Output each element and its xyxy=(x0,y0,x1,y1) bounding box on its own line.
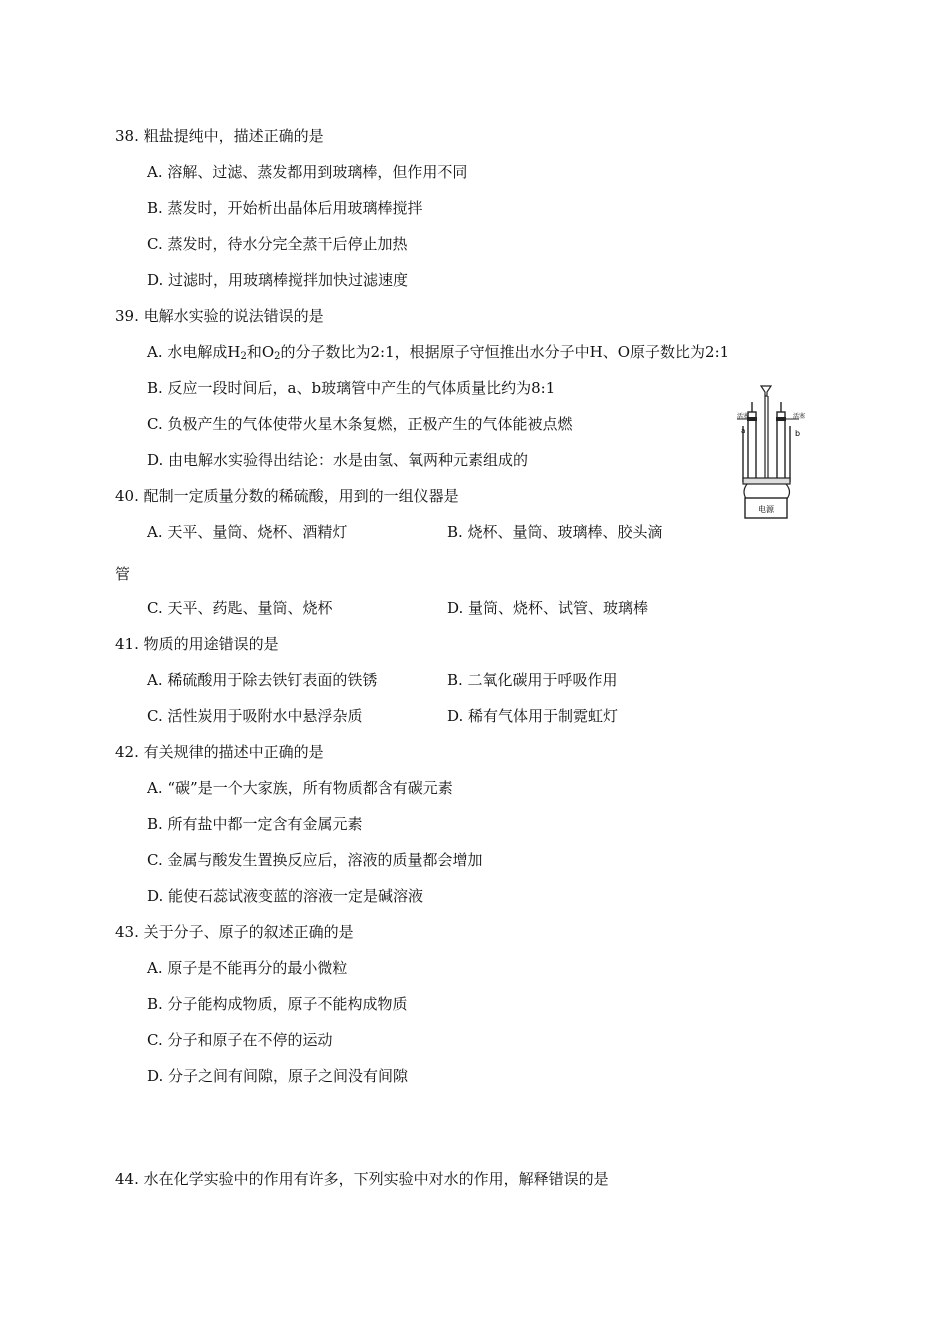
q43-option-c: C. 分子和原子在不停的运动 xyxy=(147,1031,333,1049)
q39-option-b: B. 反应一段时间后，a、b玻璃管中产生的气体质量比约为8:1 xyxy=(147,379,556,397)
question-43: 43. 关于分子、原子的叙述正确的是 xyxy=(115,923,354,941)
q39-option-c: C. 负极产生的气体使带火星木条复燃，正极产生的气体能被点燃 xyxy=(147,415,573,433)
tube-b-label: b xyxy=(795,429,801,438)
question-44: 44. 水在化学实验中的作用有许多，下列实验中对水的作用，解释错误的是 xyxy=(115,1170,609,1188)
q39-option-a xyxy=(147,342,729,367)
funnel-icon xyxy=(761,386,771,396)
power-label: 电源 xyxy=(758,505,774,514)
electrolysis-apparatus-figure xyxy=(733,382,823,522)
q41-option-b: B. 二氧化碳用于呼吸作用 xyxy=(447,671,618,689)
q41-option-c: C. 活性炭用于吸附水中悬浮杂质 xyxy=(147,707,363,725)
q41-option-a: A. 稀硫酸用于除去铁钉表面的铁锈 xyxy=(147,671,378,689)
question-39: 39. 电解水实验的说法错误的是 xyxy=(115,307,324,325)
q41-option-d: D. 稀有气体用于制霓虹灯 xyxy=(447,707,619,725)
tube-a-label: a xyxy=(741,427,746,435)
q40-option-b-continued: 管 xyxy=(115,565,131,583)
q39-a-text-2: 和O xyxy=(246,343,275,361)
question-42: 42. 有关规律的描述中正确的是 xyxy=(115,743,324,761)
q38-option-d: D. 过滤时，用玻璃棒搅拌加快过滤速度 xyxy=(147,271,409,289)
question-38: 38. 粗盐提纯中，描述正确的是 xyxy=(115,127,324,145)
q42-option-c: C. 金属与酸发生置换反应后，溶液的质量都会增加 xyxy=(147,851,483,869)
q39-option-d: D. 由电解水实验得出结论：水是由氢、氧两种元素组成的 xyxy=(147,451,529,469)
q38-option-b: B. 蒸发时，开始析出晶体后用玻璃棒搅拌 xyxy=(147,199,423,217)
q39-a-subscript-2: 2 xyxy=(274,351,281,362)
q39-a-text-3: 的分子数比为2:1，根据原子守恒推出水分子中H、O原子数比为2:1 xyxy=(280,343,730,361)
q40-option-b: B. 烧杯、量筒、玻璃棒、胶头滴 xyxy=(447,523,663,541)
q42-option-b: B. 所有盐中都一定含有金属元素 xyxy=(147,815,363,833)
q39-a-subscript-1: 2 xyxy=(240,351,247,362)
q40-option-a: A. 天平、量筒、烧杯、酒精灯 xyxy=(147,523,348,541)
question-40: 40. 配制一定质量分数的稀硫酸，用到的一组仪器是 xyxy=(115,487,459,505)
right-stopcock-icon xyxy=(776,417,786,421)
stopcock-label-left: 活塞 xyxy=(737,413,750,420)
q38-option-a: A. 溶解、过滤、蒸发都用到玻璃棒，但作用不同 xyxy=(147,163,468,181)
q43-option-a: A. 原子是不能再分的最小微粒 xyxy=(147,959,348,977)
q43-option-b: B. 分子能构成物质，原子不能构成物质 xyxy=(147,995,408,1013)
q42-option-d: D. 能使石蕊试液变蓝的溶液一定是碱溶液 xyxy=(147,887,424,905)
q40-option-c: C. 天平、药匙、量筒、烧杯 xyxy=(147,599,333,617)
stopcock-label-right: 活塞 xyxy=(793,413,806,420)
q38-option-c: C. 蒸发时，待水分完全蒸干后停止加热 xyxy=(147,235,408,253)
q39-a-text-1: A. 水电解成H xyxy=(147,343,241,361)
q40-option-d: D. 量筒、烧杯、试管、玻璃棒 xyxy=(447,599,649,617)
question-41: 41. 物质的用途错误的是 xyxy=(115,635,279,653)
q43-option-d: D. 分子之间有间隙，原子之间没有间隙 xyxy=(147,1067,409,1085)
q42-option-a: A. “碳”是一个大家族，所有物质都含有碳元素 xyxy=(147,779,453,797)
